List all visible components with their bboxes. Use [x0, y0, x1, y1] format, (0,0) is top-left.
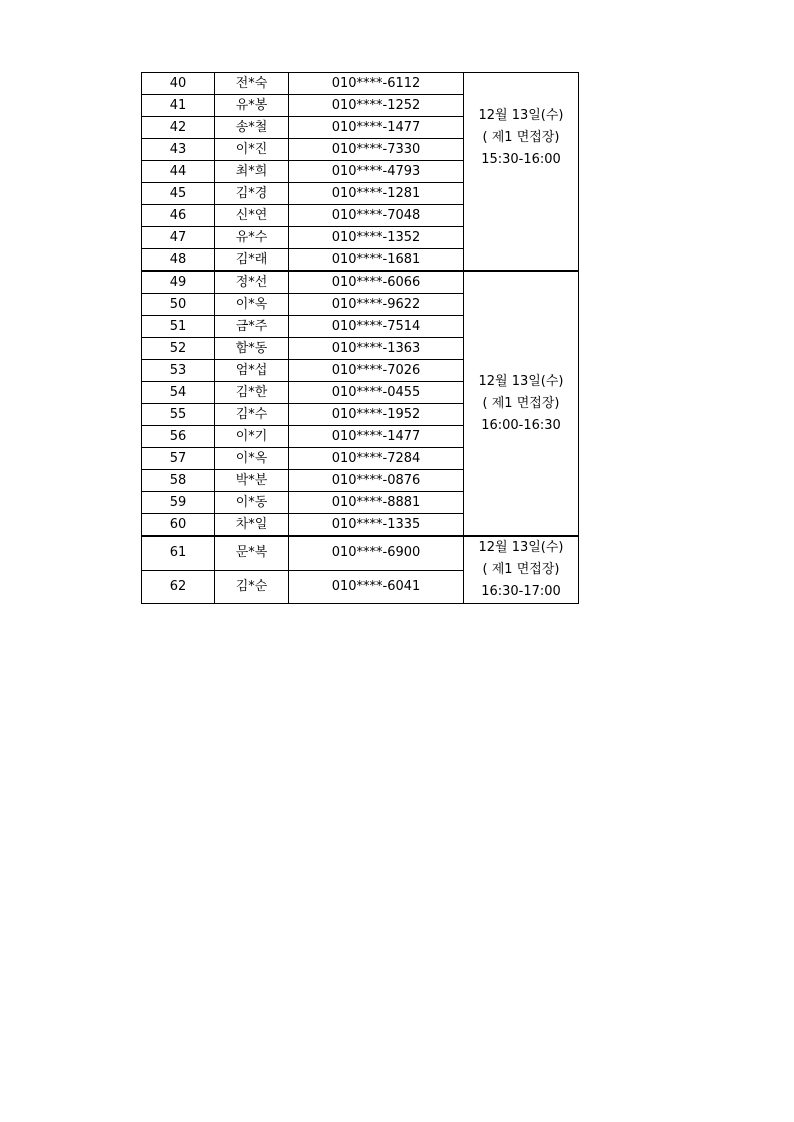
interview-time: 16:00-16:30	[481, 417, 561, 433]
applicant-name: 김*한	[215, 382, 289, 404]
table-row	[142, 536, 579, 570]
applicant-number: 56	[142, 426, 215, 448]
applicant-name: 김*경	[215, 183, 289, 205]
interview-date: 12월 13일(수)	[478, 540, 564, 555]
applicant-phone: 010****-1681	[289, 249, 464, 272]
applicant-phone: 010****-7330	[289, 139, 464, 161]
applicant-name: 김*수	[215, 404, 289, 426]
applicant-number: 48	[142, 249, 215, 272]
applicant-name: 신*연	[215, 205, 289, 227]
applicant-number: 60	[142, 514, 215, 537]
applicant-phone: 010****-0876	[289, 470, 464, 492]
applicant-number: 50	[142, 294, 215, 316]
applicant-number: 59	[142, 492, 215, 514]
applicant-phone: 010****-9622	[289, 294, 464, 316]
applicant-name: 엄*섭	[215, 360, 289, 382]
interview-date: 12월 13일(수)	[478, 108, 564, 123]
applicant-name: 함*동	[215, 338, 289, 360]
applicant-phone: 010****-1252	[289, 95, 464, 117]
applicant-phone: 010****-6112	[289, 73, 464, 95]
applicant-number: 44	[142, 161, 215, 183]
applicant-name: 이*진	[215, 139, 289, 161]
applicant-name: 박*분	[215, 470, 289, 492]
applicant-number: 54	[142, 382, 215, 404]
interview-slot	[464, 536, 579, 604]
applicant-phone: 010****-8881	[289, 492, 464, 514]
applicant-phone: 010****-7048	[289, 205, 464, 227]
interview-time: 16:30-17:00	[481, 584, 561, 599]
applicant-name: 유*봉	[215, 95, 289, 117]
interview-room: ( 제1 면접장)	[482, 130, 560, 145]
applicant-phone: 010****-4793	[289, 161, 464, 183]
applicant-number: 52	[142, 338, 215, 360]
applicant-number: 51	[142, 316, 215, 338]
interview-schedule-table	[141, 72, 579, 604]
applicant-phone: 010****-1281	[289, 183, 464, 205]
applicant-number: 57	[142, 448, 215, 470]
table-row	[142, 73, 579, 95]
applicant-phone: 010****-1477	[289, 117, 464, 139]
applicant-phone: 010****-1952	[289, 404, 464, 426]
applicant-number: 46	[142, 205, 215, 227]
applicant-name: 이*기	[215, 426, 289, 448]
applicant-name: 차*일	[215, 514, 289, 537]
applicant-number: 61	[142, 536, 215, 570]
applicant-phone: 010****-1335	[289, 514, 464, 537]
applicant-phone: 010****-1363	[289, 338, 464, 360]
applicant-number: 43	[142, 139, 215, 161]
applicant-phone: 010****-7026	[289, 360, 464, 382]
applicant-name: 김*순	[215, 570, 289, 603]
applicant-phone: 010****-6900	[289, 536, 464, 570]
table-row	[142, 271, 579, 294]
schedule-table-body	[142, 73, 579, 604]
interview-slot	[464, 73, 579, 272]
applicant-name: 김*래	[215, 249, 289, 272]
applicant-number: 41	[142, 95, 215, 117]
applicant-number: 49	[142, 271, 215, 294]
interview-date: 12월 13일(수)	[478, 373, 564, 389]
applicant-number: 47	[142, 227, 215, 249]
applicant-phone: 010****-6066	[289, 271, 464, 294]
applicant-name: 이*옥	[215, 294, 289, 316]
applicant-name: 정*선	[215, 271, 289, 294]
applicant-number: 58	[142, 470, 215, 492]
interview-time: 15:30-16:00	[481, 152, 561, 167]
interview-room: ( 제1 면접장)	[482, 562, 560, 577]
applicant-number: 42	[142, 117, 215, 139]
applicant-phone: 010****-6041	[289, 570, 464, 603]
applicant-number: 45	[142, 183, 215, 205]
applicant-number: 53	[142, 360, 215, 382]
applicant-name: 문*복	[215, 536, 289, 570]
applicant-phone: 010****-0455	[289, 382, 464, 404]
applicant-phone: 010****-7514	[289, 316, 464, 338]
applicant-phone: 010****-1477	[289, 426, 464, 448]
applicant-name: 유*수	[215, 227, 289, 249]
applicant-name: 송*철	[215, 117, 289, 139]
applicant-name: 이*동	[215, 492, 289, 514]
applicant-name: 이*옥	[215, 448, 289, 470]
interview-room: ( 제1 면접장)	[482, 395, 560, 411]
applicant-name: 최*희	[215, 161, 289, 183]
applicant-name: 전*숙	[215, 73, 289, 95]
applicant-phone: 010****-7284	[289, 448, 464, 470]
applicant-phone: 010****-1352	[289, 227, 464, 249]
applicant-name: 금*주	[215, 316, 289, 338]
applicant-number: 40	[142, 73, 215, 95]
applicant-number: 55	[142, 404, 215, 426]
applicant-number: 62	[142, 570, 215, 603]
interview-slot	[464, 271, 579, 536]
